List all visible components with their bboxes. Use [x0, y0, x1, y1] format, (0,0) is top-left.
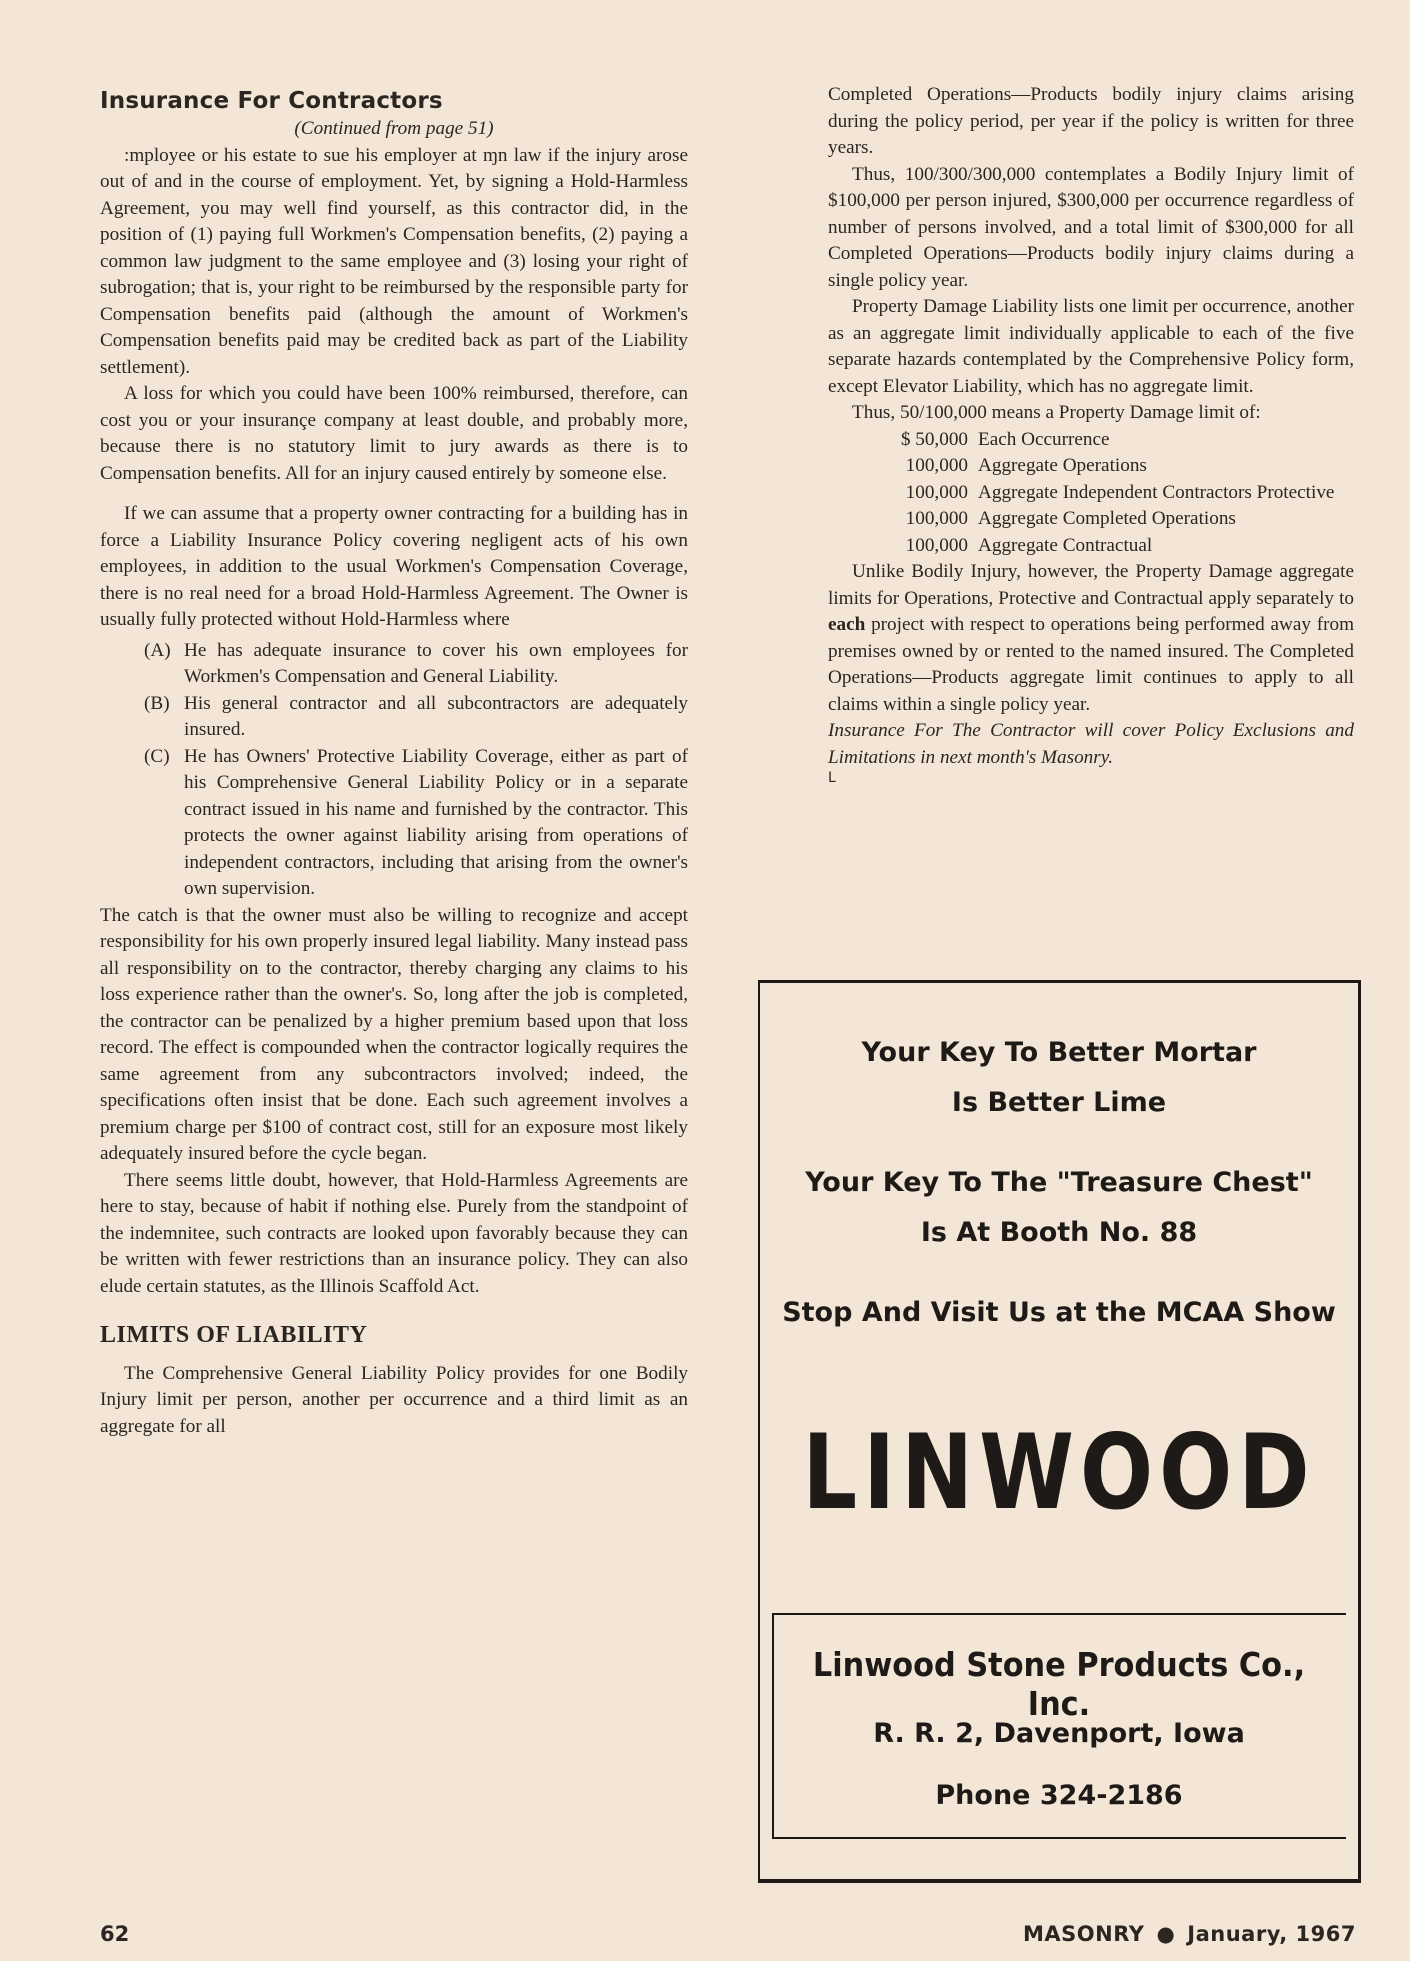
limit-desc: Each Occurrence [978, 428, 1110, 450]
left-column [100, 86, 688, 1440]
list-letter: (B) [144, 692, 170, 714]
brand-logo: LINWOOD [802, 1413, 1316, 1533]
article-title: Insurance For Contractors [100, 88, 443, 114]
limit-desc: Aggregate Independent Contractors Protective [978, 481, 1335, 503]
paragraph-text: Unlike Bodily Injury, however, the Property Damage aggregate limits for Operations, Protective and Contractual apply separately to [828, 561, 1354, 609]
ad-headline: Is Better Lime [951, 1087, 1167, 1118]
paragraph: The Comprehensive General Liability Policy provides for one Bodily Injury limit per person, another per occurrence and a third limit as an aggregate for all [100, 1362, 688, 1437]
limit-amount: 100,000 [905, 534, 968, 556]
limit-desc: Aggregate Operations [978, 455, 1147, 476]
ad-headline: Stop And Visit Us at the MCAA Show [782, 1297, 1336, 1328]
end-mark: L [828, 770, 836, 786]
limits-table [876, 427, 1354, 560]
list-letter: (A) [144, 639, 171, 661]
list-letter: (C) [144, 745, 170, 767]
limit-desc: Aggregate Completed Operations [978, 508, 1236, 529]
limit-row [876, 480, 1354, 507]
ad-headline: Your Key To The "Treasure Chest" [805, 1167, 1313, 1198]
list-item [144, 691, 688, 744]
continued-note: (Continued from page 51) [294, 118, 494, 139]
list-text: He has adequate insurance to cover his own employees for Workmen's Compensation and General Liability. [184, 639, 688, 687]
paragraph: Thus, 100/300/300,000 contemplates a Bodily Injury limit of $100,000 per person injured, $300,000 per occurrence regardless of number of persons involved, and a total limit of $300,000 for all Completed Operations—Products bodily injury claims during a single policy year. [828, 163, 1354, 291]
list-item [144, 638, 688, 691]
list-item [144, 744, 688, 903]
paragraph: Thus, 50/100,000 means a Property Damage limit of: [852, 402, 1261, 423]
limit-desc: Aggregate Contractual [978, 534, 1153, 556]
paragraph-text: project with respect to operations being performed away from premises owned by or rented to the named insured. The Completed Operations—Products aggregate limit continues to apply to all claims within a single policy year. [828, 614, 1354, 715]
company-address: R. R. 2, Davenport, Iowa [873, 1718, 1245, 1749]
limit-row [876, 506, 1354, 533]
list-text: His general contractor and all subcontractors are adequately insured. [184, 692, 688, 740]
company-name: Linwood Stone Products Co., Inc. [812, 1645, 1306, 1723]
publication-name: MASONRY [1023, 1922, 1145, 1946]
ad-headline: Is At Booth No. 88 [920, 1217, 1198, 1248]
limit-row [876, 453, 1354, 480]
paragraph [828, 559, 1354, 718]
list-text: He has Owners' Protective Liability Coverage, either as part of his Comprehensive General Liability Policy or in a separate contract issued in his name and furnished by the contractor. This protects the owner against liability arising from operations of independent contractors, including that arising from the owner's own supervision. [184, 745, 688, 899]
closing-note: Insurance For The Contractor will cover Policy Exclusions and Limitations in next month's Masonry. [828, 720, 1354, 768]
limit-row [876, 427, 1354, 454]
limit-amount: 100,000 [905, 481, 968, 503]
ad-headline: Your Key To Better Mortar [861, 1037, 1257, 1068]
paragraph: Property Damage Liability lists one limit per occurrence, another as an aggregate limit individually applicable to each of the five separate hazards contemplated by the Comprehensive Policy form, except Elevator Liability, which has no aggregate limit. [828, 296, 1354, 397]
bullet-icon: ● [1156, 1922, 1176, 1946]
paragraph: :mployee or his estate to sue his employer at ɱn law if the injury arose out of and in the course of employment. Yet, by signing a Hold-Harmless Agreement, you may well find yourself, as this contractor did, in the position of (1) paying full Workmen's Compensation benefits, (2) paying a common law judgment to the same employee and (3) losing your right of subrogation; that is, your right to be reimbursed by the responsible party for Compensation benefits paid (although the amount of Workmen's Compensation benefits paid may be credited back as part of the Liability settlement). [100, 144, 688, 378]
limit-amount: 100,000 [905, 508, 968, 529]
section-heading: LIMITS OF LIABILITY [100, 1322, 368, 1348]
paragraph: A loss for which you could have been 100% reimbursed, therefore, can cost you or your insurançe company at least double, and probably more, because there is no statutory limit to jury awards as there is to Compensation benefits. All for an injury caused entirely by someone else. [100, 383, 688, 484]
limit-amount: 100,000 [905, 455, 968, 476]
limit-amount: $ 50,000 [900, 428, 968, 450]
company-phone: Phone 324-2186 [935, 1780, 1183, 1811]
running-footer [1023, 1922, 1356, 1946]
paragraph: Completed Operations—Products bodily injury claims arising during the policy period, per year if the policy is written for three years. [828, 84, 1354, 158]
paragraph: The catch is that the owner must also be willing to recognize and accept responsibility for his own properly insured legal liability. Many instead pass all responsibility on to the contractor, thereby charging any claims to his loss experience rather than the owner's. So, long after the job is completed, the contractor can be penalized by a higher premium based upon that loss record. The effect is compounded when the contractor logically requires the same agreement from any subcontractors involved; indeed, the specifications often insist that be done. Each such agreement involves a premium charge per $100 of contract cost, still for an exposure most likely adequately insured before the cycle began. [100, 904, 688, 1164]
paragraph: There seems little doubt, however, that Hold-Harmless Agreements are here to stay, because of habit if nothing else. Purely from the standpoint of the indemnitee, such contracts are looked upon favorably because they can be written with fewer restrictions than an insurance policy. They can also elude certain statutes, as the Illinois Scaffold Act. [100, 1169, 688, 1297]
limit-row [876, 533, 1354, 560]
emphasis-word: each [828, 614, 866, 635]
paragraph: If we can assume that a property owner contracting for a building has in force a Liability Insurance Policy covering negligent acts of his own employees, in addition to the usual Workmen's Compensation Coverage, there is no real need for a broad Hold-Harmless Agreement. The Owner is usually fully protected without Hold-Harmless where [100, 503, 688, 630]
issue-date: January, 1967 [1187, 1922, 1356, 1946]
page-number: 62 [100, 1922, 130, 1946]
linwood-advertisement [758, 980, 1361, 1883]
coverage-list [100, 638, 688, 903]
right-column [828, 82, 1354, 785]
